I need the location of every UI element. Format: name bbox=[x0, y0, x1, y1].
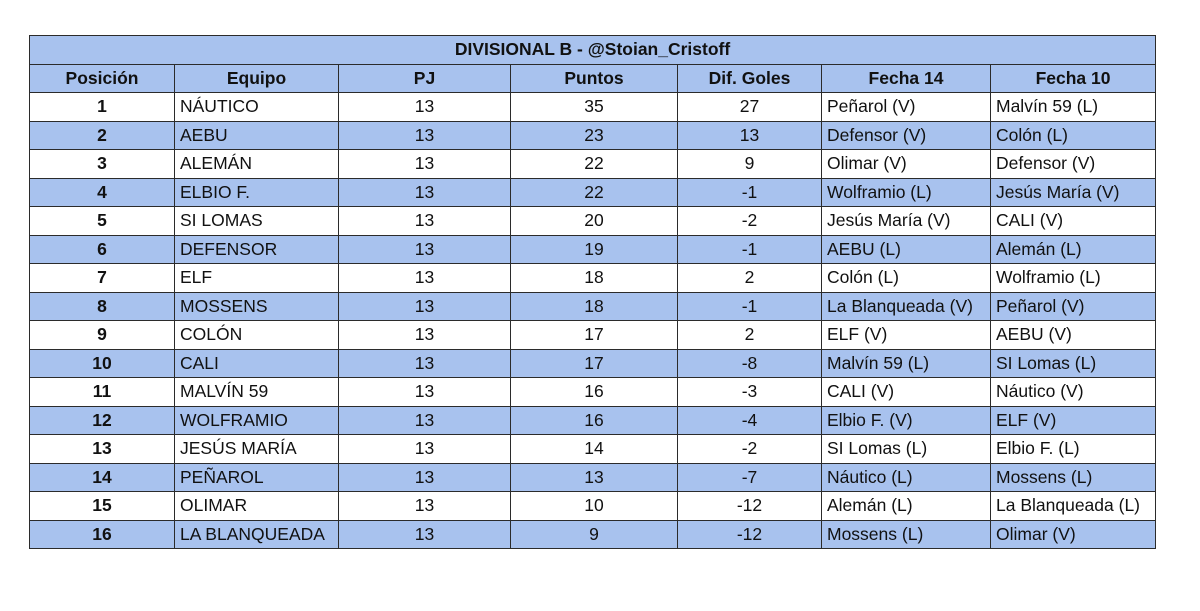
header-position: Posición bbox=[30, 64, 175, 93]
cell-goal-difference: 9 bbox=[678, 150, 822, 179]
header-points: Puntos bbox=[511, 64, 678, 93]
cell-round-14: SI Lomas (L) bbox=[822, 435, 991, 464]
cell-goal-difference: -3 bbox=[678, 378, 822, 407]
table-row bbox=[30, 207, 1156, 236]
cell-team: ALEMÁN bbox=[175, 150, 339, 179]
cell-goal-difference: 13 bbox=[678, 121, 822, 150]
cell-games-played: 13 bbox=[339, 93, 511, 122]
cell-goal-difference: 2 bbox=[678, 321, 822, 350]
cell-position: 7 bbox=[30, 264, 175, 293]
cell-round-10: Wolframio (L) bbox=[991, 264, 1156, 293]
cell-team: LA BLANQUEADA bbox=[175, 520, 339, 549]
cell-goal-difference: 2 bbox=[678, 264, 822, 293]
cell-position: 16 bbox=[30, 520, 175, 549]
cell-team: MALVÍN 59 bbox=[175, 378, 339, 407]
table-row bbox=[30, 292, 1156, 321]
cell-games-played: 13 bbox=[339, 235, 511, 264]
cell-position: 9 bbox=[30, 321, 175, 350]
cell-round-10: ELF (V) bbox=[991, 406, 1156, 435]
cell-goal-difference: -7 bbox=[678, 463, 822, 492]
table-row bbox=[30, 321, 1156, 350]
cell-games-played: 13 bbox=[339, 435, 511, 464]
table-row bbox=[30, 235, 1156, 264]
cell-round-14: Náutico (L) bbox=[822, 463, 991, 492]
cell-round-10: La Blanqueada (L) bbox=[991, 492, 1156, 521]
table-row bbox=[30, 93, 1156, 122]
cell-points: 19 bbox=[511, 235, 678, 264]
table-row bbox=[30, 178, 1156, 207]
cell-round-14: Malvín 59 (L) bbox=[822, 349, 991, 378]
cell-points: 9 bbox=[511, 520, 678, 549]
cell-points: 16 bbox=[511, 406, 678, 435]
cell-points: 20 bbox=[511, 207, 678, 236]
cell-round-10: Colón (L) bbox=[991, 121, 1156, 150]
header-round-10: Fecha 10 bbox=[991, 64, 1156, 93]
cell-goal-difference: 27 bbox=[678, 93, 822, 122]
cell-games-played: 13 bbox=[339, 406, 511, 435]
cell-points: 17 bbox=[511, 349, 678, 378]
cell-goal-difference: -12 bbox=[678, 520, 822, 549]
cell-games-played: 13 bbox=[339, 321, 511, 350]
title-row bbox=[30, 36, 1156, 65]
table-row bbox=[30, 378, 1156, 407]
table-row bbox=[30, 406, 1156, 435]
cell-round-10: Malvín 59 (L) bbox=[991, 93, 1156, 122]
cell-round-10: CALI (V) bbox=[991, 207, 1156, 236]
cell-round-14: Olimar (V) bbox=[822, 150, 991, 179]
cell-games-played: 13 bbox=[339, 349, 511, 378]
cell-points: 22 bbox=[511, 178, 678, 207]
cell-team: DEFENSOR bbox=[175, 235, 339, 264]
header-games-played: PJ bbox=[339, 64, 511, 93]
table-row bbox=[30, 264, 1156, 293]
cell-round-10: Elbio F. (L) bbox=[991, 435, 1156, 464]
cell-position: 3 bbox=[30, 150, 175, 179]
cell-team: OLIMAR bbox=[175, 492, 339, 521]
cell-games-played: 13 bbox=[339, 150, 511, 179]
cell-position: 11 bbox=[30, 378, 175, 407]
cell-round-14: Wolframio (L) bbox=[822, 178, 991, 207]
cell-points: 35 bbox=[511, 93, 678, 122]
table-row bbox=[30, 435, 1156, 464]
cell-round-14: Colón (L) bbox=[822, 264, 991, 293]
table-row bbox=[30, 121, 1156, 150]
header-goal-difference: Dif. Goles bbox=[678, 64, 822, 93]
table-row bbox=[30, 492, 1156, 521]
cell-round-14: La Blanqueada (V) bbox=[822, 292, 991, 321]
cell-team: MOSSENS bbox=[175, 292, 339, 321]
standings-body bbox=[30, 93, 1156, 549]
cell-points: 23 bbox=[511, 121, 678, 150]
cell-round-10: Peñarol (V) bbox=[991, 292, 1156, 321]
cell-round-14: Elbio F. (V) bbox=[822, 406, 991, 435]
cell-games-played: 13 bbox=[339, 292, 511, 321]
cell-team: NÁUTICO bbox=[175, 93, 339, 122]
cell-round-14: ELF (V) bbox=[822, 321, 991, 350]
cell-points: 22 bbox=[511, 150, 678, 179]
cell-round-14: Peñarol (V) bbox=[822, 93, 991, 122]
cell-goal-difference: -2 bbox=[678, 435, 822, 464]
cell-position: 8 bbox=[30, 292, 175, 321]
cell-goal-difference: -1 bbox=[678, 235, 822, 264]
cell-points: 18 bbox=[511, 264, 678, 293]
cell-points: 17 bbox=[511, 321, 678, 350]
cell-round-14: Defensor (V) bbox=[822, 121, 991, 150]
cell-position: 5 bbox=[30, 207, 175, 236]
cell-round-14: CALI (V) bbox=[822, 378, 991, 407]
cell-games-played: 13 bbox=[339, 463, 511, 492]
cell-round-14: Jesús María (V) bbox=[822, 207, 991, 236]
cell-goal-difference: -1 bbox=[678, 178, 822, 207]
cell-team: ELBIO F. bbox=[175, 178, 339, 207]
cell-games-played: 13 bbox=[339, 264, 511, 293]
cell-position: 10 bbox=[30, 349, 175, 378]
cell-team: AEBU bbox=[175, 121, 339, 150]
cell-goal-difference: -1 bbox=[678, 292, 822, 321]
table-row bbox=[30, 349, 1156, 378]
cell-round-10: Náutico (V) bbox=[991, 378, 1156, 407]
cell-games-played: 13 bbox=[339, 492, 511, 521]
cell-team: ELF bbox=[175, 264, 339, 293]
cell-round-10: Jesús María (V) bbox=[991, 178, 1156, 207]
cell-team: JESÚS MARÍA bbox=[175, 435, 339, 464]
cell-points: 14 bbox=[511, 435, 678, 464]
cell-position: 13 bbox=[30, 435, 175, 464]
cell-position: 1 bbox=[30, 93, 175, 122]
cell-goal-difference: -4 bbox=[678, 406, 822, 435]
cell-games-played: 13 bbox=[339, 121, 511, 150]
cell-team: COLÓN bbox=[175, 321, 339, 350]
cell-games-played: 13 bbox=[339, 520, 511, 549]
cell-position: 4 bbox=[30, 178, 175, 207]
cell-round-14: Mossens (L) bbox=[822, 520, 991, 549]
cell-round-10: Olimar (V) bbox=[991, 520, 1156, 549]
cell-round-10: Alemán (L) bbox=[991, 235, 1156, 264]
cell-goal-difference: -8 bbox=[678, 349, 822, 378]
cell-position: 2 bbox=[30, 121, 175, 150]
cell-goal-difference: -12 bbox=[678, 492, 822, 521]
cell-round-14: Alemán (L) bbox=[822, 492, 991, 521]
cell-points: 18 bbox=[511, 292, 678, 321]
cell-goal-difference: -2 bbox=[678, 207, 822, 236]
table-title: DIVISIONAL B - @Stoian_Cristoff bbox=[30, 36, 1156, 65]
cell-points: 16 bbox=[511, 378, 678, 407]
cell-round-14: AEBU (L) bbox=[822, 235, 991, 264]
cell-team: SI LOMAS bbox=[175, 207, 339, 236]
cell-games-played: 13 bbox=[339, 178, 511, 207]
cell-round-10: Defensor (V) bbox=[991, 150, 1156, 179]
cell-points: 13 bbox=[511, 463, 678, 492]
table-row bbox=[30, 150, 1156, 179]
table-row bbox=[30, 520, 1156, 549]
table-row bbox=[30, 463, 1156, 492]
cell-position: 14 bbox=[30, 463, 175, 492]
cell-round-10: AEBU (V) bbox=[991, 321, 1156, 350]
standings-table bbox=[29, 35, 1156, 549]
cell-games-played: 13 bbox=[339, 207, 511, 236]
cell-team: WOLFRAMIO bbox=[175, 406, 339, 435]
cell-position: 12 bbox=[30, 406, 175, 435]
header-team: Equipo bbox=[175, 64, 339, 93]
cell-team: CALI bbox=[175, 349, 339, 378]
cell-games-played: 13 bbox=[339, 378, 511, 407]
cell-position: 6 bbox=[30, 235, 175, 264]
header-row bbox=[30, 64, 1156, 93]
cell-round-10: SI Lomas (L) bbox=[991, 349, 1156, 378]
cell-round-10: Mossens (L) bbox=[991, 463, 1156, 492]
cell-position: 15 bbox=[30, 492, 175, 521]
standings-table-container bbox=[29, 35, 1156, 549]
cell-team: PEÑAROL bbox=[175, 463, 339, 492]
cell-points: 10 bbox=[511, 492, 678, 521]
header-round-14: Fecha 14 bbox=[822, 64, 991, 93]
